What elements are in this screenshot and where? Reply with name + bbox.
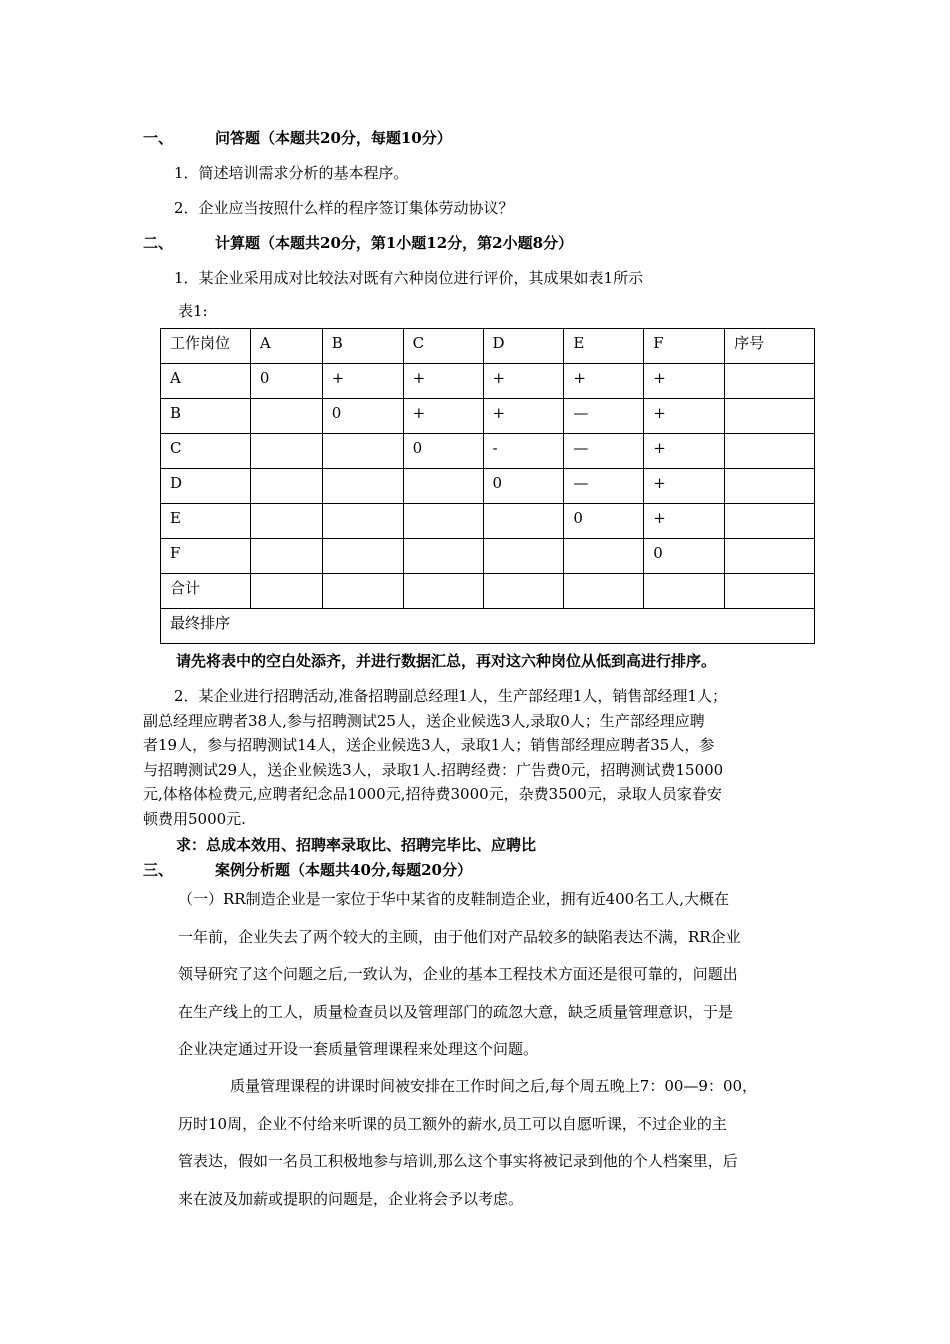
table-cell: D xyxy=(161,469,251,504)
question-2-2-line: 与招聘测试29人，送企业候选3人，录取1人.招聘经费：广告费0元，招聘测试费15000 xyxy=(143,760,724,779)
table-cell xyxy=(725,504,815,539)
section-3-number: 三、 xyxy=(143,861,174,879)
table-cell: + xyxy=(644,399,725,434)
table-cell: — xyxy=(564,399,644,434)
table-row xyxy=(161,364,815,399)
table-row xyxy=(161,539,815,574)
table-row xyxy=(161,469,815,504)
question-2-2-line: 者19人，参与招聘测试14人，送企业候选3人，录取1人；销售部经理应聘者35人，参 xyxy=(143,736,715,754)
table-cell: + xyxy=(644,434,725,469)
table-cell xyxy=(725,399,815,434)
table-cell xyxy=(250,574,322,609)
question-2-2-line: 2．某企业进行招聘活动,准备招聘副总经理1人，生产部经理1人，销售部经理1人； xyxy=(174,687,727,705)
case-1-line: 质量管理课程的讲课时间被安排在工作时间之后,每个周五晚上7：00—9：00， xyxy=(230,1077,758,1095)
table-header-row xyxy=(161,329,815,364)
table-cell xyxy=(725,364,815,399)
case-1-line: 来在波及加薪或提职的问题是，企业将会予以考虑。 xyxy=(178,1189,524,1208)
table-cell: E xyxy=(161,504,251,539)
table-total-row xyxy=(161,574,815,609)
table-cell xyxy=(483,539,564,574)
table-cell xyxy=(564,539,644,574)
table-cell: + xyxy=(322,364,403,399)
table-cell xyxy=(250,469,322,504)
table-cell: B xyxy=(161,399,251,434)
table-cell: + xyxy=(483,364,564,399)
question-1-1: 1．简述培训需求分析的基本程序。 xyxy=(174,164,409,182)
table-cell: 合计 xyxy=(161,574,251,609)
table-cell xyxy=(322,574,403,609)
header-cell: 序号 xyxy=(725,329,815,364)
header-cell: E xyxy=(564,329,644,364)
table-cell: + xyxy=(403,399,483,434)
case-1-paragraph xyxy=(178,881,818,1069)
table-cell xyxy=(725,434,815,469)
table-cell xyxy=(403,539,483,574)
table-row xyxy=(161,434,815,469)
table-cell: C xyxy=(161,434,251,469)
question-2-1-instruction: 请先将表中的空白处添齐，并进行数据汇总，再对这六种岗位从低到高进行排序。 xyxy=(176,652,717,670)
table-caption: 表1: xyxy=(178,302,208,320)
job-comparison-table xyxy=(160,328,815,644)
table-cell: + xyxy=(564,364,644,399)
table-cell: + xyxy=(644,469,725,504)
table-cell: 0 xyxy=(564,504,644,539)
case-1-line: 历时10周，企业不付给来听课的员工额外的薪水,员工可以自愿听课，不过企业的主 xyxy=(178,1114,727,1133)
table-cell: + xyxy=(403,364,483,399)
section-1-title: 问答题（本题共20分，每题10分） xyxy=(215,129,452,147)
final-rank-cell: 最终排序 xyxy=(161,609,815,644)
table-cell: A xyxy=(161,364,251,399)
table-cell: 0 xyxy=(644,539,725,574)
header-cell: A xyxy=(250,329,322,364)
table-cell xyxy=(483,504,564,539)
question-2-2-line: 顿费用5000元. xyxy=(143,809,246,828)
question-2-1: 1．某企业采用成对比较法对既有六种岗位进行评价，其成果如表1所示 xyxy=(174,269,644,287)
case-1-line: 在生产线上的工人，质量检查员以及管理部门的疏忽大意，缺乏质量管理意识，于是 xyxy=(178,1002,734,1021)
case-1-paragraph-2 xyxy=(178,1068,818,1218)
section-3-title: 案例分析题（本题共40分,每题20分） xyxy=(215,861,472,879)
table-cell: — xyxy=(564,469,644,504)
table-cell: 0 xyxy=(250,364,322,399)
table-cell: + xyxy=(483,399,564,434)
case-1-line: 管表达，假如一名员工积极地参与培训,那么这个事实将被记录到他的个人档案里，后 xyxy=(178,1152,738,1170)
header-cell: D xyxy=(483,329,564,364)
case-1-line: 企业决定通过开设一套质量管理课程来处理这个问题。 xyxy=(178,1040,539,1058)
header-cell: 工作岗位 xyxy=(161,329,251,364)
table-cell xyxy=(322,469,403,504)
table-cell xyxy=(250,434,322,469)
table-cell xyxy=(483,574,564,609)
table-cell: 0 xyxy=(322,399,403,434)
table-cell xyxy=(322,434,403,469)
question-1-2: 2．企业应当按照什么样的程序签订集体劳动协议？ xyxy=(174,199,514,217)
table-cell xyxy=(725,539,815,574)
table-cell xyxy=(250,539,322,574)
section-1-number: 一、 xyxy=(143,129,174,147)
table-cell xyxy=(403,504,483,539)
header-cell: B xyxy=(322,329,403,364)
table-cell: + xyxy=(644,364,725,399)
table-cell xyxy=(403,469,483,504)
table-cell xyxy=(644,574,725,609)
table-cell xyxy=(250,399,322,434)
header-cell: C xyxy=(403,329,483,364)
table-row xyxy=(161,504,815,539)
table-cell: 0 xyxy=(403,434,483,469)
table-cell xyxy=(564,574,644,609)
table-cell: - xyxy=(483,434,564,469)
table-cell xyxy=(322,539,403,574)
section-2-number: 二、 xyxy=(143,234,174,252)
table-cell: + xyxy=(644,504,725,539)
table-cell xyxy=(250,504,322,539)
table-row xyxy=(161,399,815,434)
case-1-line: 一年前，企业失去了两个较大的主顾，由于他们对产品较多的缺陷表达不满，RR企业 xyxy=(178,927,741,946)
table-cell xyxy=(725,469,815,504)
case-1-line: 领导研究了这个问题之后,一致认为，企业的基本工程技术方面还是很可靠的，问题出 xyxy=(178,965,738,983)
header-cell: F xyxy=(644,329,725,364)
table-cell: — xyxy=(564,434,644,469)
question-2-2-line: 元,体格体检费元,应聘者纪念品1000元,招待费3000元，杂费3500元，录取人员家眷安 xyxy=(143,785,722,803)
table-cell xyxy=(725,574,815,609)
question-2-2-ask: 求：总成本效用、招聘率录取比、招聘完毕比、应聘比 xyxy=(176,836,537,854)
table-cell: 0 xyxy=(483,469,564,504)
table-cell xyxy=(403,574,483,609)
table-cell: F xyxy=(161,539,251,574)
case-1-line: （一）RR制造企业是一家位于华中某省的皮鞋制造企业，拥有近400名工人,大概在 xyxy=(178,890,729,908)
question-2-2-line: 副总经理应聘者38人,参与招聘测试25人，送企业候选3人,录取0人；生产部经理应聘 xyxy=(143,711,705,730)
question-2-2 xyxy=(143,684,823,831)
table-cell xyxy=(322,504,403,539)
section-2-title: 计算题（本题共20分，第1小题12分，第2小题8分） xyxy=(215,234,574,252)
table-final-rank-row xyxy=(161,609,815,644)
